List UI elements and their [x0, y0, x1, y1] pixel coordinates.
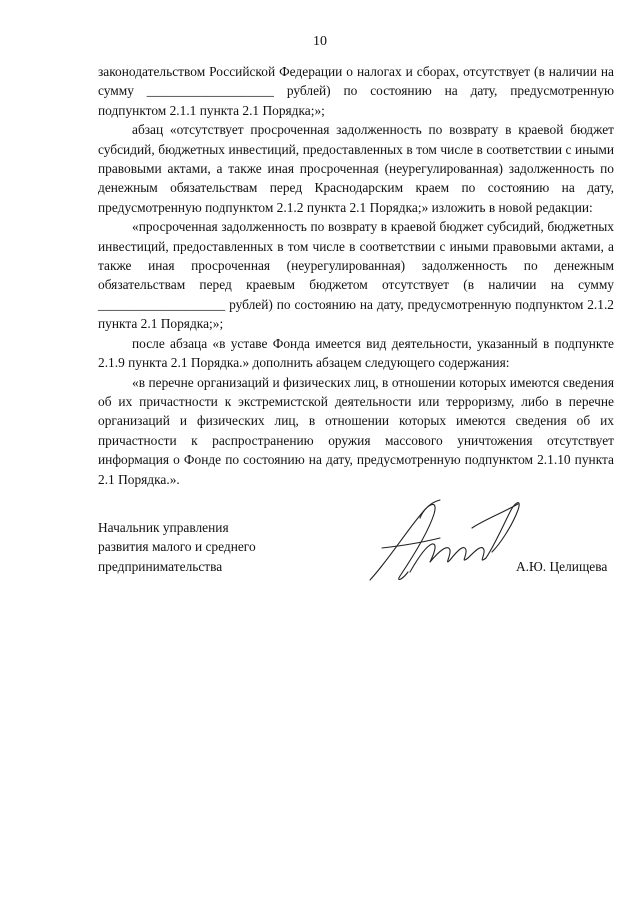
signatory-position-line: предпринимательства [98, 558, 223, 574]
signatory-position [98, 518, 256, 576]
paragraph-4: после абзаца «в уставе Фонда имеется вид деятельности, указанный в подпункте 2.1.9 пункта 2.1 Порядка.» дополнить абзацем следующего содержания: [98, 335, 614, 371]
paragraph-3: «просроченная задолженность по возврату в краевой бюджет субсидий, бюджетных инвестиций, предоставленных в том числе в соответствии с иными правовыми актами, а также иная просроченная (неурегулированная) задолженность по денежным обязательствам перед краевым бюджетом отсутствует (в наличии на сумму ___________________ рублей) по состоянию на дату, предусмотренную подпунктом 2.1.2 пункта 2.1 Порядка;»; [98, 219, 614, 332]
page-number: 10 [313, 34, 327, 49]
signatory-position-line: развития малого и среднего [98, 539, 256, 555]
signatory-name: А.Ю. Целищева [516, 559, 608, 574]
paragraph-5: «в перечне организаций и физических лиц, в отношении которых имеются сведения об их причастности к экстремистской деятельности или терроризму, либо в перечне организаций и физических лиц, в отношении которых имеются сведения об их причастности к распространению оружия массового уничтожения отсутствует информация о Фонде по состоянию на дату, предусмотренную подпунктом 2.1.10 пункта 2.1 Порядка.». [98, 374, 614, 487]
signatory-position-line: Начальник управления [98, 520, 229, 535]
paragraph-2: абзац «отсутствует просроченная задолженность по возврату в краевой бюджет субсидий, бюджетных инвестиций, предоставленных в том числе в соответствии с иными правовыми актами, а также иная просроченная (неурегулированная) задолженность по денежным обязательствам перед Краснодарским краем по состоянию на дату, предусмотренную подпунктом 2.1.2 пункта 2.1 Порядка;» изложить в новой редакции: [98, 122, 614, 215]
paragraph-1: законодательством Российской Федерации о налогах и сборах, отсутствует (в наличии на сумму ___________________ рублей) по состоянию на дату, предусмотренную подпунктом 2.1.1 пункта 2.1 Порядка;»; [98, 64, 614, 118]
handwritten-signature [360, 488, 530, 593]
document-body [98, 62, 614, 489]
